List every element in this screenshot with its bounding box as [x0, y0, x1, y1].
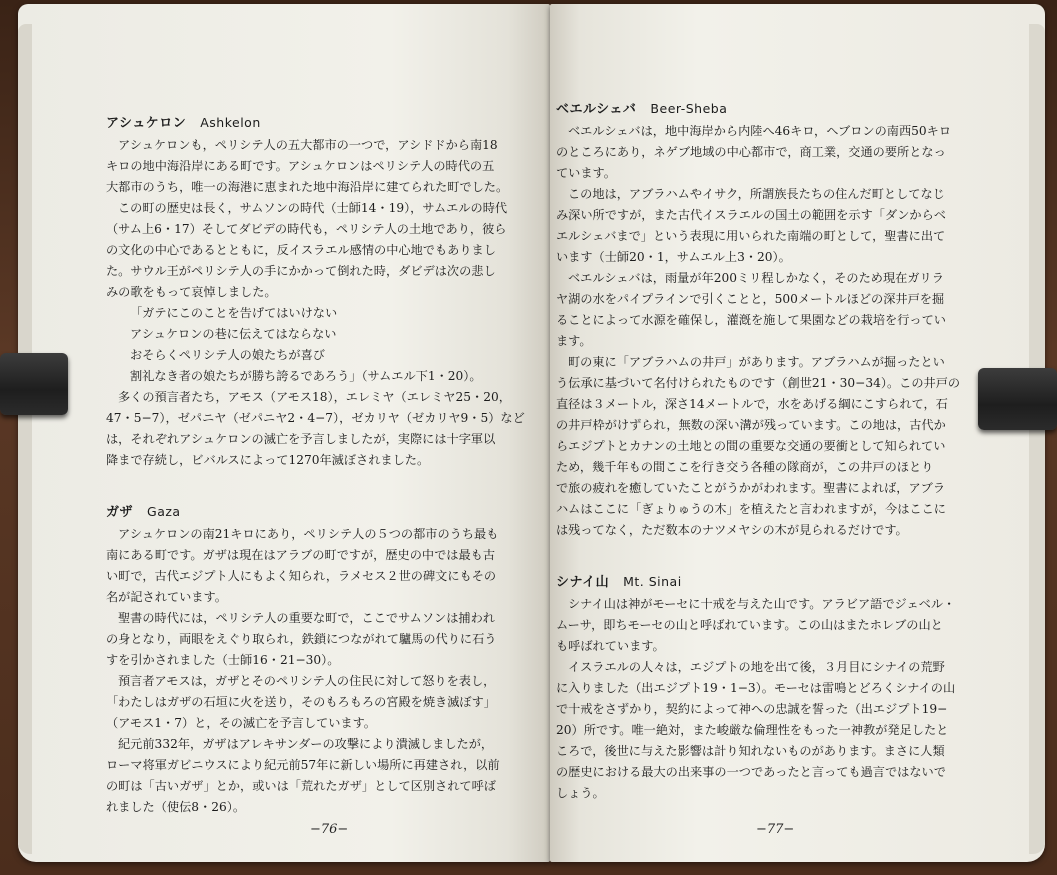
text-line: ます。: [556, 334, 592, 348]
section-gap: [106, 471, 536, 493]
text-line: で旅の疲れを癒していたことがうかがわれます。聖書によれば，アブラ: [556, 481, 946, 495]
text-line: う伝承に基づいて名付けられたものです（創世21・30−34）。この井戸の: [556, 376, 961, 390]
text-line: ムーサ，即ちモーセの山と呼ばれています。この山はまたホレブの山と: [556, 618, 943, 632]
text-line: 紀元前332年，ガザはアレキサンダーの攻撃により潰滅しましたが，: [118, 737, 494, 751]
text-line: シナイ山は神がモーセに十戒を与えた山です。アラビア語でジェベル・: [568, 597, 956, 611]
text-line: 多くの預言者たち，アモス（アモス18），エレミヤ（エレミヤ25・20，: [118, 390, 511, 404]
text-line: 聖書の時代には，ペリシテ人の重要な町で，ここでサムソンは捕われ: [118, 611, 495, 625]
section-heading: [106, 501, 536, 523]
text-line: ています。: [556, 166, 616, 180]
text-line: イスラエルの人々は，エジプトの地を出て後，３月目にシナイの荒野: [568, 660, 945, 674]
right-page-edge: [1029, 24, 1045, 854]
right-page-number: −77−: [756, 822, 795, 837]
left-page-text: [106, 104, 536, 818]
text-line: エルシェバまで」という表現に用いられた南端の町として，聖書に出て: [556, 229, 946, 243]
text-line: ため，幾千年もの間ここを行き交う各種の隊商が，この井戸のほとり: [556, 460, 934, 474]
text-line: アシュケロンの南21キロにあり，ペリシテ人の５つの都市のうち最も: [118, 527, 499, 541]
text-line: に入りました（出エジプト19・1−3）。モーセは雷鳴とどろくシナイの山: [556, 681, 956, 695]
text-line: ころで，後世に与えた影響は計り知れないものがあります。まさに人類: [556, 744, 945, 758]
text-line: 名が記されています。: [106, 590, 227, 604]
text-line: の町は「古いガザ」とか，或いは「荒れたガザ」として区別されて呼ば: [106, 779, 496, 793]
section-heading-ja: アシュケロン: [106, 116, 187, 131]
text-line: 20）所です。唯一絶対，また峻厳な倫理性をもった一神教が発足したと: [556, 723, 949, 737]
text-line: ヤ湖の水をパイプラインで引くことと，500メートルほどの深井戸を掘: [556, 292, 945, 306]
text-line: 「わたしはガザの石垣に火を送り，そのもろもろの宮殿を焼き滅ぼす」: [106, 695, 496, 709]
text-line: キロの地中海沿岸にある町です。アシュケロンはペリシテ人の時代の五: [106, 159, 495, 173]
section-heading-en: Ashkelon: [200, 115, 261, 130]
text-line: も呼ばれています。: [556, 639, 665, 653]
text-line: みの歌をもって哀悼しました。: [106, 285, 277, 299]
text-line: み深い所ですが，また古代イスラエルの国土の範囲を示す「ダンからベ: [556, 208, 946, 222]
text-line: 47・5−7），ゼパニヤ（ゼパニヤ2・4−7），ゼカリヤ（ゼカリヤ9・5）など: [106, 411, 525, 425]
section-heading-en: Gaza: [147, 504, 181, 519]
text-line: 町の東に「アブラハムの井戸」があります。アブラハムが掘ったとい: [568, 355, 945, 369]
text-line: は，それぞれアシュケロンの滅亡を予言しましたが，実際には十字軍以: [106, 432, 496, 446]
text-line: ベエルシェバは，地中海岸から内陸へ46キロ，ヘブロンの南西50キロ: [568, 124, 952, 138]
section-heading: [556, 98, 976, 120]
left-page-edge: [18, 24, 32, 854]
section-heading: [106, 112, 536, 134]
text-line: らエジプトとカナンの土地との間の重要な交通の要衝として知られてい: [556, 439, 946, 453]
text-line: は残ってなく，ただ数本のナツメヤシの木が見られるだけです。: [556, 523, 908, 537]
section-gap: [556, 541, 976, 563]
text-line: います（士師20・1，サムエル上3・20）。: [556, 250, 791, 264]
text-line: アシュケロンも，ペリシテ人の五大都市の一つで，アシドドから南18: [118, 138, 498, 152]
text-line: れました（使伝8・26）。: [106, 800, 246, 814]
text-line: のところにあり，ネゲブ地域の中心都市で，商工業，交通の要所となっ: [556, 145, 946, 159]
section-heading-en: Mt. Sinai: [623, 574, 682, 589]
text-line: の歴史における最大の出来事の一つであったと言っても過言ではないで: [556, 765, 946, 779]
poem-line: おそらくペリシテ人の娘たちが喜び: [130, 348, 325, 362]
text-line: の井戸枠がけずられ，無数の深い溝が残っています。この地は，古代か: [556, 418, 946, 432]
binder-clip-right: [978, 368, 1057, 430]
text-line: ハムはここに「ぎょりゅうの木」を植えたと言われますが，今はここに: [556, 502, 946, 516]
text-line: 降まで存続し，ビバルスによって1270年滅ぼされました。: [106, 453, 430, 467]
section-heading-en: Beer-Sheba: [650, 101, 728, 116]
section-heading: [556, 571, 976, 593]
section-heading-ja: ガザ: [106, 505, 134, 520]
text-line: この地は，アブラハムやイサク，所謂族長たちの住んだ町としてなじ: [568, 187, 945, 201]
text-line: の文化の中心であるとともに，反イスラエル感情の中心地でもありまし: [106, 243, 496, 257]
poem-line: 割礼なき者の娘たちが勝ち誇るであろう」（サムエル下1・20）。: [130, 369, 482, 383]
text-line: しょう。: [556, 786, 605, 800]
text-line: で十戒をさずかり，契約によって神への忠誠を誓った（出エジプト19−: [556, 702, 948, 716]
text-line: 直径は３メートル，深さ14メートルで，水をあげる綱にこすられて，石: [556, 397, 948, 411]
text-line: ローマ将軍ガビニウスにより紀元前57年に新しい場所に再建され，以前: [106, 758, 500, 772]
text-line: の身となり，両眼をえぐり取られ，鉄鎖につながれて驢馬の代りに石う: [106, 632, 497, 646]
left-page-number: −76−: [310, 822, 349, 837]
right-page-text: [556, 90, 976, 804]
section-heading-ja: ベエルシェバ: [556, 102, 637, 117]
text-line: （アモス1・7）と，その滅亡を予言しています。: [106, 716, 376, 730]
binder-clip-left: [0, 353, 68, 415]
text-line: ベエルシェバは，雨量が年200ミリ程しかなく，そのため現在ガリラ: [568, 271, 944, 285]
text-line: 南にある町です。ガザは現在はアラブの町ですが，歴史の中では最も古: [106, 548, 496, 562]
text-line: この町の歴史は長く，サムソンの時代（士師14・19），サムエルの時代: [118, 201, 508, 215]
poem-line: 「ガテにこのことを告げてはいけない: [130, 306, 338, 320]
poem-line: アシュケロンの巷に伝えてはならない: [130, 327, 337, 341]
text-line: 大都市のうち，唯一の海港に恵まれた地中海沿岸に建てられた町でした。: [106, 180, 509, 194]
section-heading-ja: シナイ山: [556, 575, 610, 590]
text-line: た。サウル王がペリシテ人の手にかかって倒れた時，ダビデは次の悲し: [106, 264, 496, 278]
text-line: ることによって水源を確保し，灌漑を施して果園などの栽培を行ってい: [556, 313, 946, 327]
text-line: すを引かされました（士師16・21−30）。: [106, 653, 340, 667]
text-line: 預言者アモスは，ガザとそのペリシテ人の住民に対して怒りを表し，: [118, 674, 496, 688]
text-line: （サム上6・17）そしてダビデの時代も，ペリシテ人の土地であり，彼ら: [106, 222, 507, 236]
text-line: い町で，古代エジプト人にもよく知られ，ラメセス２世の碑文にもその: [106, 569, 497, 583]
